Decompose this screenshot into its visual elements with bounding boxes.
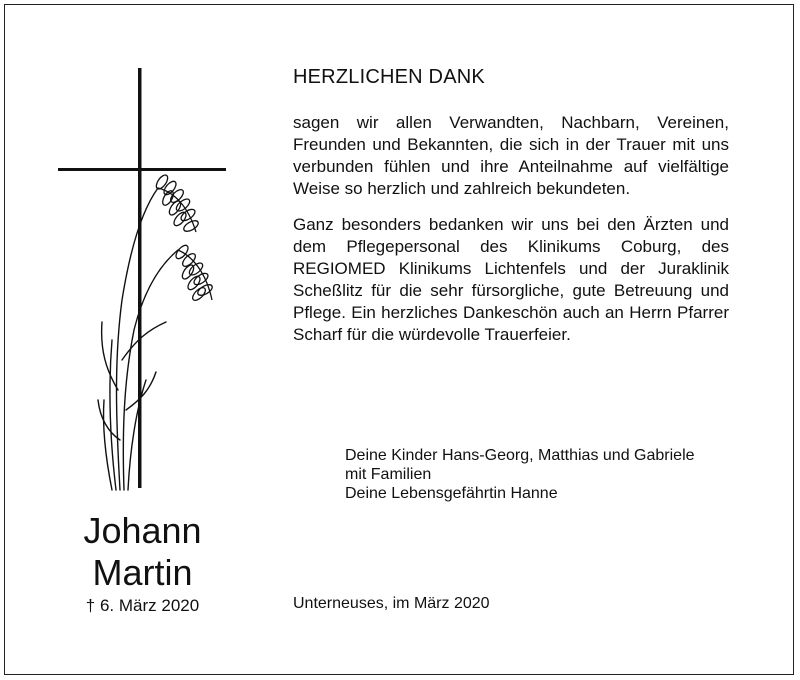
death-date: † 6. März 2020 [85,596,200,615]
deceased-last-name: Martin [92,552,193,593]
signoff-block [345,446,695,503]
cross-with-wheat-icon [50,60,240,500]
place-and-date: Unterneuses, im März 2020 [293,595,490,612]
signoff-line: mit Familien [345,466,432,483]
signoff-line: Deine Lebensgefährtin Hanne [345,485,558,502]
deceased-first-name: Johann [83,510,202,551]
notice-heading: HERZLICHEN DANK [293,66,485,88]
signoff-line: Deine Kinder Hans-Georg, Matthias und Gabriele [345,447,695,464]
thanks-paragraph-2: Ganz besonders bedanken wir uns bei den Ärzten und dem Pflegepersonal des Klinikums Coburg, des REGIOMED Klinikums Lichtenfels und der Juraklinik Scheßlitz für die sehr fürsorgliche, gute Betreuung und Pflege. Ein herzliches Dankeschön auch an Herrn Pfarrer Scharf für die würdevolle Trauerfeier. [293,215,729,344]
thanks-paragraph-1: sagen wir allen Verwandten, Nachbarn, Vereinen, Freunden und Bekannten, die sich in der Trauer mit uns verbunden fühlen und ihre Anteilnahme auf vielfältige Weise so herzlich und zahlreich bekundeten. [293,113,729,198]
